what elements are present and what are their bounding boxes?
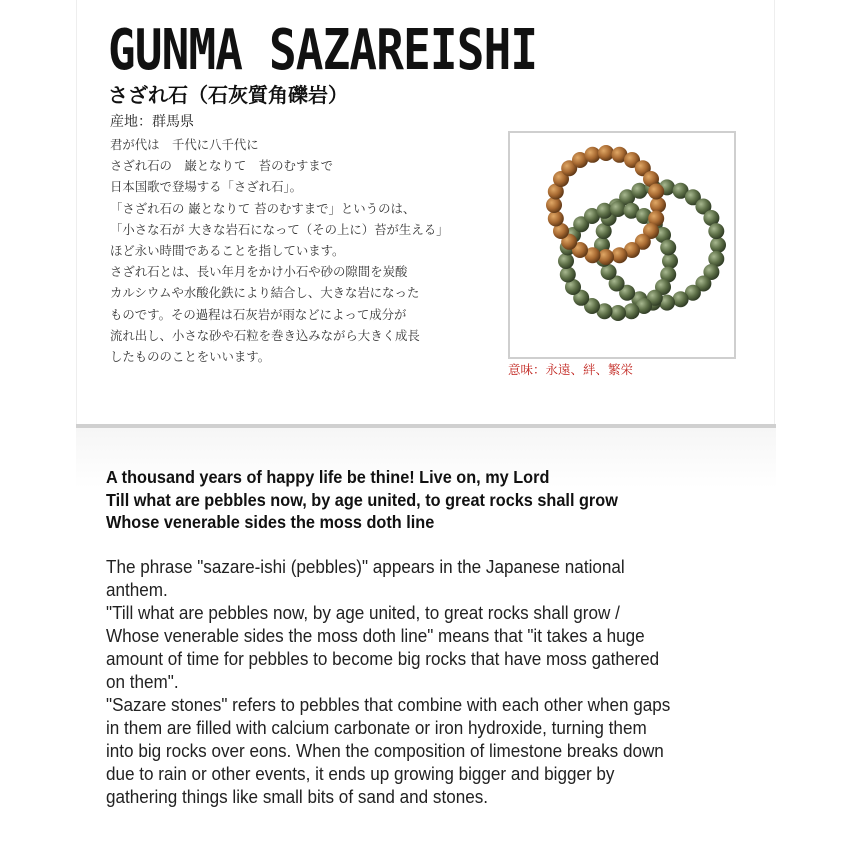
jp-line: 「さざれ石の 巌となりて 苔のむすまで」というのは、 — [110, 200, 416, 216]
en-line: into big rocks over eons. When the composition of limestone breaks down — [106, 741, 664, 761]
jp-line: 君が代は 千代に八千代に — [110, 137, 259, 152]
jp-line: 流れ出し、小さな砂や石粒を巻き込みながら大きく成長 — [110, 327, 420, 343]
jp-line: ものです。その過程は石灰岩が雨などによって成分が — [110, 306, 407, 322]
japanese-description — [110, 134, 505, 367]
bead — [597, 203, 613, 219]
bead — [624, 303, 640, 319]
en-line: anthem. — [106, 580, 168, 600]
bracelet-photo — [508, 131, 736, 359]
bead — [610, 305, 626, 321]
bead — [660, 240, 676, 256]
poem-line: Whose venerable sides the moss doth line — [106, 512, 435, 532]
en-line: "Till what are pebbles now, by age united, to great rocks shall grow / — [106, 603, 620, 623]
subtitle: さざれ石（石灰質角礫岩） — [108, 83, 348, 107]
en-line: in them are filled with calcium carbonate or iron hydroxide, turning them — [106, 718, 647, 738]
jp-line: ほど永い時間であることを指しています。 — [110, 243, 345, 259]
poem-line: A thousand years of happy life be thine! Live on, my Lord — [106, 467, 550, 487]
jp-line: カルシウムや水酸化鉄により結合し、大きな岩になった — [110, 285, 420, 301]
origin-label: 産地：群馬県 — [110, 114, 194, 130]
en-line: amount of time for pebbles to become big rocks that have moss gathered — [106, 649, 660, 669]
bead — [612, 247, 628, 263]
bead — [560, 267, 576, 283]
jp-line: さざれ石の 巌となりて 苔のむすまで — [110, 158, 334, 174]
jp-line: したもののことをいいます。 — [110, 349, 271, 365]
bead — [631, 183, 647, 199]
bead — [585, 147, 601, 163]
bead — [558, 253, 574, 269]
page-title: GUNMA SAZAREISHI — [108, 18, 538, 83]
bead — [673, 291, 689, 307]
en-line: "Sazare stones" refers to pebbles that combine with each other when gaps — [106, 695, 671, 715]
left-border — [76, 0, 77, 428]
bead — [546, 197, 562, 213]
jp-line: 「小さな石が 大きな岩石になって（その上に）苔が生える」 — [110, 221, 449, 237]
english-poem — [106, 466, 656, 534]
bead — [650, 197, 666, 213]
bead — [662, 253, 678, 269]
bracelet-image — [510, 133, 734, 357]
en-line: on them". — [106, 672, 179, 692]
jp-line: さざれ石とは、長い年月をかけ小石や砂の隙間を炭酸 — [110, 264, 408, 280]
en-line: The phrase "sazare-ishi (pebbles)" appears in the Japanese national — [106, 557, 625, 577]
bead — [598, 145, 614, 161]
meaning-caption: 意味：永遠、絆、繁栄 — [508, 362, 634, 377]
en-line: gathering things like small bits of sand and stones. — [106, 787, 489, 807]
right-border — [774, 0, 775, 428]
en-line: Whose venerable sides the moss doth line" means that "it takes a huge — [106, 626, 645, 646]
bead — [598, 249, 614, 265]
english-description — [106, 556, 706, 809]
bead — [710, 237, 726, 253]
poem-line: Till what are pebbles now, by age united, to great rocks shall grow — [106, 489, 618, 510]
jp-line: 日本国歌で登場する「さざれ石」。 — [110, 179, 303, 195]
bead — [548, 211, 564, 227]
en-line: due to rain or other events, it ends up growing bigger and bigger by — [106, 764, 615, 784]
bead — [610, 201, 626, 217]
bead — [648, 184, 664, 200]
bead — [708, 223, 724, 239]
